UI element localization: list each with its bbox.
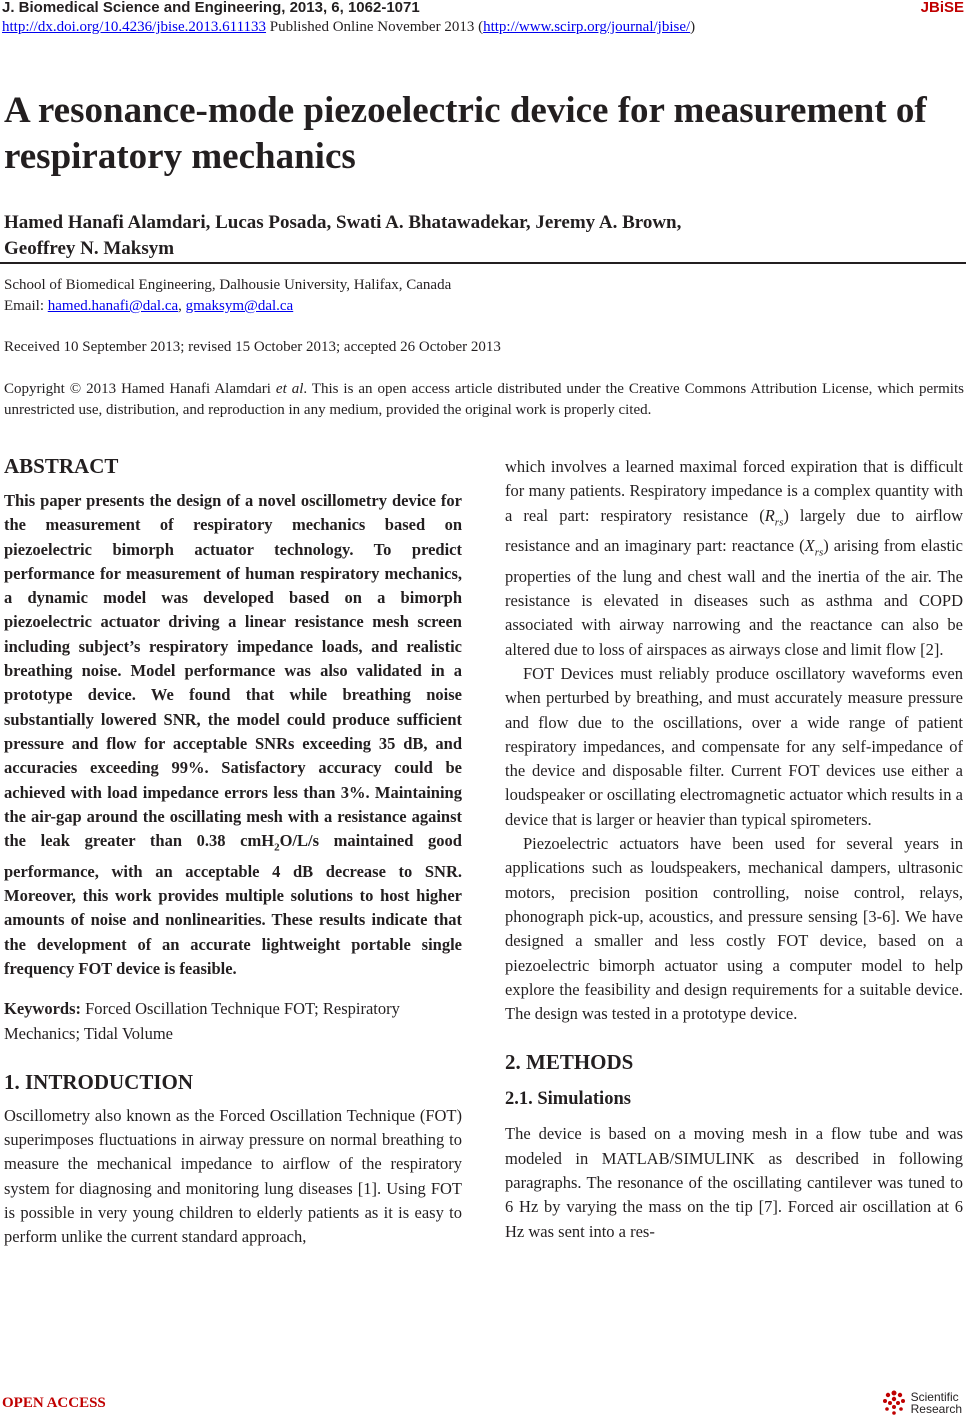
intro-paragraph-1: Oscillometry also known as the Forced Oscillation Technique (FOT) superimposes fluctuations in airway pressure on normal breathing to measure the mechanical impedance to airflow of the respiratory system for diagnosing and monitoring lung diseases [1]. Using FOT is possible in very young children to elderly patients as it is easy to perform unlike the current standard approach, [4,1105,462,1247]
author-list [4,210,964,262]
methods-heading: 2. METHODS [505,1050,634,1075]
abstract-body [4,489,462,981]
intro-continuation [505,455,963,662]
methods-paragraph-1: The device is based on a moving mesh in a flow tube and was modeled in MATLAB/SIMULINK as described in following paragraphs. The resonance of the oscillating cantilever was tuned to 6 Hz by varying the mass on the tip [7]. Forced air oscillation at 6 Hz was sent into a res- [505,1124,963,1241]
right-column [505,455,963,1244]
copyright-notice [4,379,964,421]
resistance-symbol: R [764,505,775,525]
resistance-subscript: rs [774,515,784,528]
authors-line-2: Geoffrey N. Maksym [4,238,175,259]
doi-link[interactable]: http://dx.doi.org/10.4236/jbise.2013.611133 [2,19,267,35]
cont-text-a: which involves a learned maximal forced expiration that is difficult for many patients. Respiratory impedance is a complex quantity with a real part: respiratory resistance ( [505,457,963,525]
publisher-logo [881,1390,962,1416]
copyright-etal: et al [275,381,304,397]
logo-line-2: Research [910,1402,962,1416]
abstract-heading: ABSTRACT [4,454,119,478]
keywords-text: Forced Oscillation Technique FOT; Respiratory Mechanics; Tidal Volume [4,999,400,1043]
email-link-1[interactable]: hamed.hanafi@dal.ca [47,298,179,314]
abstract-text-2: O/L/s maintained good performance, with an acceptable 4 dB decrease to SNR. Moreover, this work provides multiple solutions to host higher amounts of noise and nonlinearities. These results indicate that the development of an accurate lightweight portable single frequency FOT device is feasible. [4,831,462,978]
journal-abbrev: JBiSE [920,0,964,16]
cont-text-b: ) largely due to airflow resistance and an imaginary part: reactance ( [505,505,963,556]
affiliation: School of Biomedical Engineering, Dalhousie University, Halifax, Canada [4,277,452,293]
running-header [2,0,964,16]
keywords [4,997,462,1046]
scientific-research-icon [881,1390,907,1416]
logo-text [911,1391,962,1415]
authors-line-1: Hamed Hanafi Alamdari, Lucas Posada, Swati A. Bhatawadekar, Jeremy A. Brown, [4,212,682,233]
received-dates: Received 10 September 2013; revised 15 October 2013; accepted 26 October 2013 [4,339,501,355]
journal-citation: J. Biomedical Science and Engineering, 2013, 6, 1062-1071 [2,0,420,16]
title-divider [0,262,966,264]
logo-line-1: Scientific [910,1390,959,1404]
email-line [4,296,293,316]
left-column [4,452,462,1250]
paper-title: A resonance-mode piezoelectric device for measurement of respiratory mechanics [4,90,927,177]
intro-paragraph-3: Piezoelectric actuators have been used for several years in applications such as loudspeakers, mechanical dampers, ultrasonic motors, precision position controlling, noise control, relays, phonograph pick-up, acoustics, and pressure sensing [3-6]. We have designed a smaller and less costly FOT device, based on a piezoelectric bimorph actuator using a computer model to help explore the feasibility and design requirements for a suitable device. The design was tested in a prototype device. [505,834,963,1024]
copyright-part-2: . This is an open access article distributed under the Creative Commons Attribution License, which permits unrestricted use, distribution, and reproduction in any medium, provided the original work is properly cited. [4,381,964,418]
copyright-part-1: Copyright © 2013 Hamed Hanafi Alamdari [4,381,276,397]
journal-url-link[interactable]: http://www.scirp.org/journal/jbise/ [483,19,691,35]
keywords-label: Keywords: [4,999,81,1019]
email-separator: , [178,298,186,314]
cont-text-c: ) arising from elastic properties of the lung and chest wall and the inertia of the air. The resistance is elevated in diseases such as asthma and COPD associated with airway narrowing and the reactance can also be altered due to loss of airspaces as airways close and limit flow [2]. [505,536,963,659]
published-text: Published Online November 2013 ( [266,19,484,35]
close-paren: ) [690,19,696,35]
abstract-text-1: This paper presents the design of a novel oscillometry device for the measurement of respiratory mechanics based on piezoelectric bimorph actuator technology. To predict performance for measurement of human respiratory mechanics, a dynamic model was developed based on a bimorph piezoelectric actuator driving a linear resistance mesh screen including subject’s respiratory impedance loads, and realistic breathing noise. Model performance was also validated in a prototype device. We found that while breathing noise substantially lowered SNR, the model could produce sufficient pressure and flow for acceptable SNRs exceeding 35 dB, and accuracies exceeding 99%. Satisfactory accuracy could be achieved with load impedance errors less than 3%. Maintaining the air-gap around the oscillating mesh with a resistance against the leak greater than 0.38 cmH [4,491,462,851]
intro-paragraph-2: FOT Devices must reliably produce oscillatory waveforms even when perturbed by breathing, and must accurately measure pressure and flow due to the oscillations, over a wide range of patient respiratory impedances, and compensate for any self-impedance of the device and disposable filter. Current FOT devices use either a loudspeaker or oscillating electromagnetic actuator which results in a device that is larger or heavier than typical spirometers. [505,663,963,829]
doi-line [2,19,695,36]
abstract-subscript: 2 [274,841,280,854]
simulations-heading: 2.1. Simulations [505,1089,631,1110]
intro-heading: 1. INTRODUCTION [4,1069,194,1094]
reactance-symbol: X [804,536,815,556]
open-access-label: OPEN ACCESS [2,1395,106,1411]
reactance-subscript: rs [814,546,824,559]
email-label: Email: [4,298,48,314]
email-link-2[interactable]: gmaksym@dal.ca [185,298,294,314]
